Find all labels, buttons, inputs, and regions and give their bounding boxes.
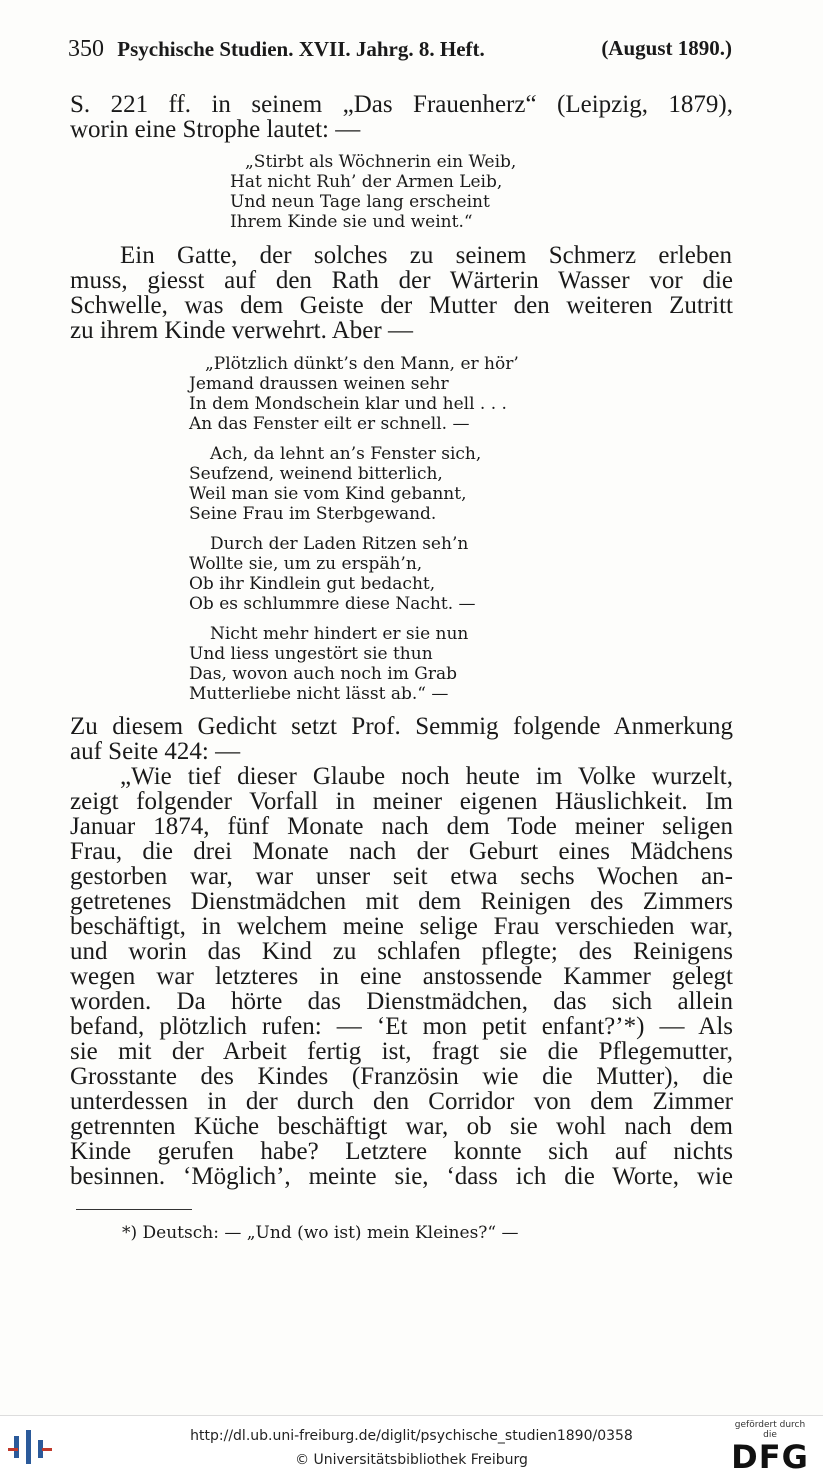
verse-line: Mutterliebe nicht lässt ab.“ — [189, 684, 449, 704]
text-line: Grosstante des Kindes (Französin wie die Mutter), die [70, 1063, 733, 1090]
text-line: worden. Da hörte das Dienstmädchen, das sich allein [70, 988, 733, 1015]
verse-line: Jemand draussen weinen sehr [189, 374, 449, 394]
verse-line: Und liess ungestört sie thun [189, 644, 433, 664]
text-line: unterdessen in der durch den Corridor von dem Zimmer [70, 1088, 733, 1115]
verse-line: Ob ihr Kindlein gut bedacht, [189, 574, 436, 594]
text-line: getretenes Dienstmädchen mit dem Reinigen des Zimmers [70, 888, 733, 915]
journal-title: Psychische Studien. XVII. Jahrg. 8. Heft. [117, 37, 485, 61]
verse-line: Wollte sie, um zu erspäh’n, [189, 554, 423, 574]
verse-line: An das Fenster eilt er schnell. — [189, 414, 470, 434]
text-line: getrennten Küche beschäftigt war, ob sie wohl nach dem [70, 1113, 733, 1140]
text-line: zu ihrem Kinde verwehrt. Aber — [70, 317, 413, 344]
verse-line: „Plötzlich dünkt’s den Mann, er hör’ [205, 354, 519, 374]
verse-line: Seufzend, weinend bitterlich, [189, 464, 443, 484]
running-header [68, 36, 732, 68]
verse-line: Weil man sie vom Kind gebannt, [189, 484, 467, 504]
text-line: auf Seite 424: — [70, 738, 241, 765]
text-line: sie mit der Arbeit fertig ist, fragt sie die Pflegemutter, [70, 1038, 733, 1065]
verse-line: Ob es schlummre diese Nacht. — [189, 594, 476, 614]
verse-line: Nicht mehr hindert er sie nun [210, 624, 469, 644]
page-number: 350 [68, 36, 104, 62]
text-line: S. 221 ff. in seinem „Das Frauenherz“ (Leipzig, 1879), [70, 91, 733, 118]
dfg-funding-text: gefördert durch die [734, 1420, 806, 1440]
verse-line: Das, wovon auch noch im Grab [189, 664, 457, 684]
dfg-logo [727, 1420, 813, 1476]
verse-line: In dem Mondschein klar und hell . . . [189, 394, 507, 414]
issue-date: (August 1890.) [601, 36, 732, 60]
copyright-notice: © Universitätsbibliothek Freiburg [295, 1452, 528, 1468]
verse-line: „Stirbt als Wöchnerin ein Weib, [245, 152, 517, 172]
text-line: muss, giesst auf den Rath der Wärterin Wasser vor die [70, 267, 733, 294]
text-line: Schwelle, was dem Geiste der Mutter den weiteren Zutritt [70, 292, 733, 319]
footnote-divider [76, 1209, 192, 1210]
dfg-logo-text: DFG [731, 1438, 809, 1476]
text-line: Kinde gerufen habe? Letztere konnte sich auf nichts [70, 1138, 733, 1165]
verse-line: Seine Frau im Sterbgewand. [189, 504, 437, 524]
permalink-url[interactable]: http://dl.ub.uni-freiburg.de/diglit/psychische_studien1890/0358 [190, 1428, 633, 1444]
text-line: Zu diesem Gedicht setzt Prof. Semmig folgende Anmerkung [70, 713, 733, 740]
verse-line: Ach, da lehnt an’s Fenster sich, [210, 444, 482, 464]
text-line: beschäftigt, in welchem meine selige Frau verschieden war, [70, 913, 733, 940]
verse-line: Durch der Laden Ritzen seh’n [210, 534, 469, 554]
text-line: „Wie tief dieser Glaube noch heute im Volke wurzelt, [120, 763, 733, 790]
viewer-footer [0, 1415, 823, 1475]
footnote: *) Deutsch: — „Und (wo ist) mein Kleines?“ — [122, 1223, 519, 1243]
text-line: gestorben war, war unser seit etwa sechs Wochen an- [70, 863, 733, 890]
text-line: Frau, die drei Monate nach der Geburt eines Mädchens [70, 838, 733, 865]
text-line: worin eine Strophe lautet: — [70, 116, 361, 143]
text-line: Ein Gatte, der solches zu seinem Schmerz erleben [120, 242, 732, 269]
text-line: befand, plötzlich rufen: — ‘Et mon petit enfant?’*) — Als [70, 1013, 733, 1040]
verse-line: Ihrem Kinde sie und weint.“ [230, 212, 473, 232]
text-line: zeigt folgender Vorfall in meiner eigenen Häuslichkeit. Im [70, 788, 733, 815]
text-line: Januar 1874, fünf Monate nach dem Tode meiner seligen [70, 813, 733, 840]
text-line: besinnen. ‘Möglich’, meinte sie, ‘dass ich die Worte, wie [70, 1163, 733, 1190]
verse-line: Hat nicht Ruh’ der Armen Leib, [230, 172, 503, 192]
verse-line: Und neun Tage lang erscheint [230, 192, 490, 212]
text-line: wegen war letzteres in eine anstossende Kammer gelegt [70, 963, 733, 990]
text-line: und worin das Kind zu schlafen pflegte; des Reinigens [70, 938, 733, 965]
